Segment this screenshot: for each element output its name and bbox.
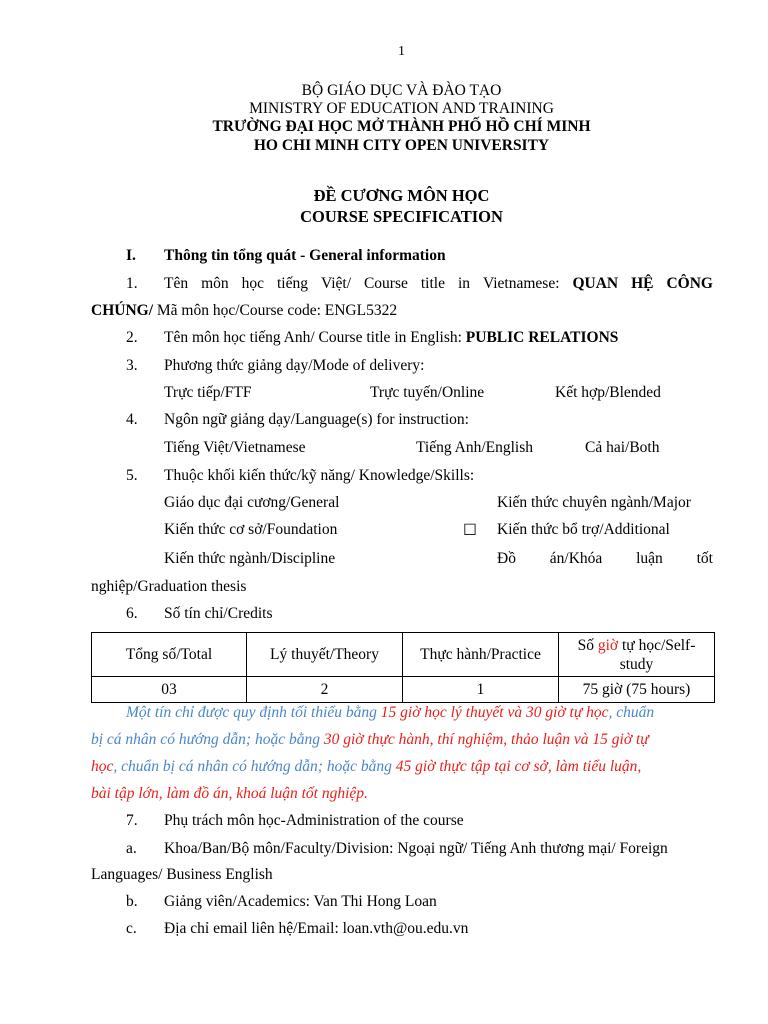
header-text: Số xyxy=(577,636,598,654)
item1-word: học xyxy=(241,275,264,292)
university-vn: TRƯỜNG ĐẠI HỌC MỞ THÀNH PHỐ HỒ CHÍ MINH xyxy=(212,118,591,135)
item-number: 2. xyxy=(126,329,138,346)
language-label: Ngôn ngữ giảng dạy/Language(s) for instruction: xyxy=(164,411,469,428)
table-cell: 1 xyxy=(403,677,559,703)
item1-word: in xyxy=(457,275,470,292)
title-en: COURSE SPECIFICATION xyxy=(300,207,503,226)
course-code: Mã môn học/Course code: ENGL5322 xyxy=(153,302,398,319)
thesis-word: tốt xyxy=(696,550,713,567)
table-cell: 2 xyxy=(247,677,403,703)
email: Địa chỉ email liên hệ/Email: loan.vth@ou.edu.vn xyxy=(164,920,469,937)
note-text-red: học xyxy=(91,758,114,775)
delivery-option-ftf: Trực tiếp/FTF xyxy=(164,384,252,401)
note-text: Một tín chỉ được quy định tối thiểu bằng xyxy=(126,704,381,721)
item1-value-word: CÔNG xyxy=(666,275,713,292)
knowledge-label: Thuộc khối kiến thức/kỹ năng/ Knowledge/Skills: xyxy=(164,467,475,484)
table-header-row xyxy=(92,633,715,677)
item-number: 6. xyxy=(126,605,138,622)
table-row xyxy=(92,677,715,703)
table-cell: 03 xyxy=(92,677,247,703)
course-title-en: PUBLIC RELATIONS xyxy=(465,329,619,346)
faculty-line2: Languages/ Business English xyxy=(91,866,273,883)
item1-word: title xyxy=(420,275,445,292)
delivery-option-blended: Kết hợp/Blended xyxy=(555,384,661,401)
header-text-red: giờ xyxy=(597,636,619,654)
sub-item-c-number: c. xyxy=(126,920,137,937)
sub-item-a-number: a. xyxy=(126,840,137,857)
item1-word: Course xyxy=(363,275,408,292)
item2-line xyxy=(164,329,618,347)
language-option-en: Tiếng Anh/English xyxy=(416,439,533,456)
note-line-4: bài tập lớn, làm đồ án, khoá luận tốt nghiệp. xyxy=(91,785,368,802)
ministry-vn: BỘ GIÁO DỤC VÀ ĐÀO TẠO xyxy=(301,82,502,99)
item-number: 5. xyxy=(126,467,138,484)
table-header-cell: Thực hành/Practice xyxy=(403,633,559,677)
note-line-2 xyxy=(91,731,649,749)
academics: Giảng viên/Academics: Van Thi Hong Loan xyxy=(164,893,437,910)
item1-line1 xyxy=(164,275,713,293)
item-number: 1. xyxy=(126,275,138,292)
note-line-3 xyxy=(91,758,641,776)
credits-label: Số tín chỉ/Credits xyxy=(164,605,273,622)
item1-word: Vietnamese: xyxy=(482,275,560,292)
sub-item-b-number: b. xyxy=(126,893,138,910)
section-number: I. xyxy=(126,247,136,264)
knowledge-thesis-line2: nghiệp/Graduation thesis xyxy=(91,578,247,595)
knowledge-discipline: Kiến thức ngành/Discipline xyxy=(164,550,336,567)
ministry-en: MINISTRY OF EDUCATION AND TRAINING xyxy=(249,100,554,117)
delivery-label: Phương thức giảng dạy/Mode of delivery: xyxy=(164,357,425,374)
item1-word: Việt/ xyxy=(320,275,351,292)
header-text: tự học/Self- xyxy=(618,636,696,654)
item1-word: tiếng xyxy=(276,275,308,292)
item1-value-word: HỆ xyxy=(631,275,654,292)
thesis-word: luận xyxy=(636,550,663,567)
credits-table xyxy=(91,632,715,703)
page-number: 1 xyxy=(398,44,405,59)
table-header-cell xyxy=(559,633,715,677)
note-text-red: 30 giờ thực hành, thí nghiệm, thảo luận và 15 giờ tự xyxy=(323,731,649,748)
note-line-1 xyxy=(126,704,654,722)
note-text: bị cá nhân có hướng dẫn; hoặc bằng xyxy=(91,731,324,748)
note-text: , chuẩn xyxy=(608,704,655,721)
item-number: 7. xyxy=(126,812,138,829)
item1-value-word: QUAN xyxy=(572,275,619,292)
course-title-en-label: Tên môn học tiếng Anh/ Course title in English: xyxy=(164,329,466,346)
delivery-option-online: Trực tuyến/Online xyxy=(370,384,485,401)
table-header-cell: Tổng số/Total xyxy=(92,633,247,677)
knowledge-thesis-line1 xyxy=(497,550,713,568)
item-number: 3. xyxy=(126,357,138,374)
table-cell: 75 giờ (75 hours) xyxy=(559,677,715,703)
item1-word: môn xyxy=(201,275,229,292)
section-heading: Thông tin tổng quát - General information xyxy=(164,247,446,264)
knowledge-additional: Kiến thức bổ trợ/Additional xyxy=(497,521,670,538)
administration-label: Phụ trách môn học-Administration of the course xyxy=(164,812,464,829)
note-text-red: 45 giờ thực tập tại cơ sở, làm tiểu luận, xyxy=(395,758,642,775)
language-option-vn: Tiếng Việt/Vietnamese xyxy=(164,439,306,456)
faculty-line1: Khoa/Ban/Bộ môn/Faculty/Division: Ngoại ngữ/ Tiếng Anh thương mại/ Foreign xyxy=(164,840,668,857)
title-vn: ĐỀ CƯƠNG MÔN HỌC xyxy=(313,186,490,205)
thesis-word: án/Khóa xyxy=(549,550,603,567)
knowledge-foundation: Kiến thức cơ sở/Foundation xyxy=(164,521,338,538)
university-en: HO CHI MINH CITY OPEN UNIVERSITY xyxy=(253,137,550,154)
item1-word: Tên xyxy=(164,275,189,292)
table-header-cell: Lý thuyết/Theory xyxy=(247,633,403,677)
language-option-both: Cả hai/Both xyxy=(585,439,660,456)
header-text: study xyxy=(619,655,654,673)
checkbox-icon[interactable]: ☐ xyxy=(463,522,477,539)
note-text: , chuẩn bị cá nhân có hướng dẫn; hoặc bằng xyxy=(113,758,396,775)
knowledge-general: Giáo dục đại cương/General xyxy=(164,494,340,511)
item1-line2 xyxy=(91,302,397,320)
item-number: 4. xyxy=(126,411,138,428)
course-title-vn-cont: CHÚNG/ xyxy=(91,302,153,319)
note-text-red: 15 giờ học lý thuyết và 30 giờ tự học xyxy=(380,704,609,721)
knowledge-major: Kiến thức chuyên ngành/Major xyxy=(497,494,691,511)
thesis-word: Đồ xyxy=(497,550,516,567)
